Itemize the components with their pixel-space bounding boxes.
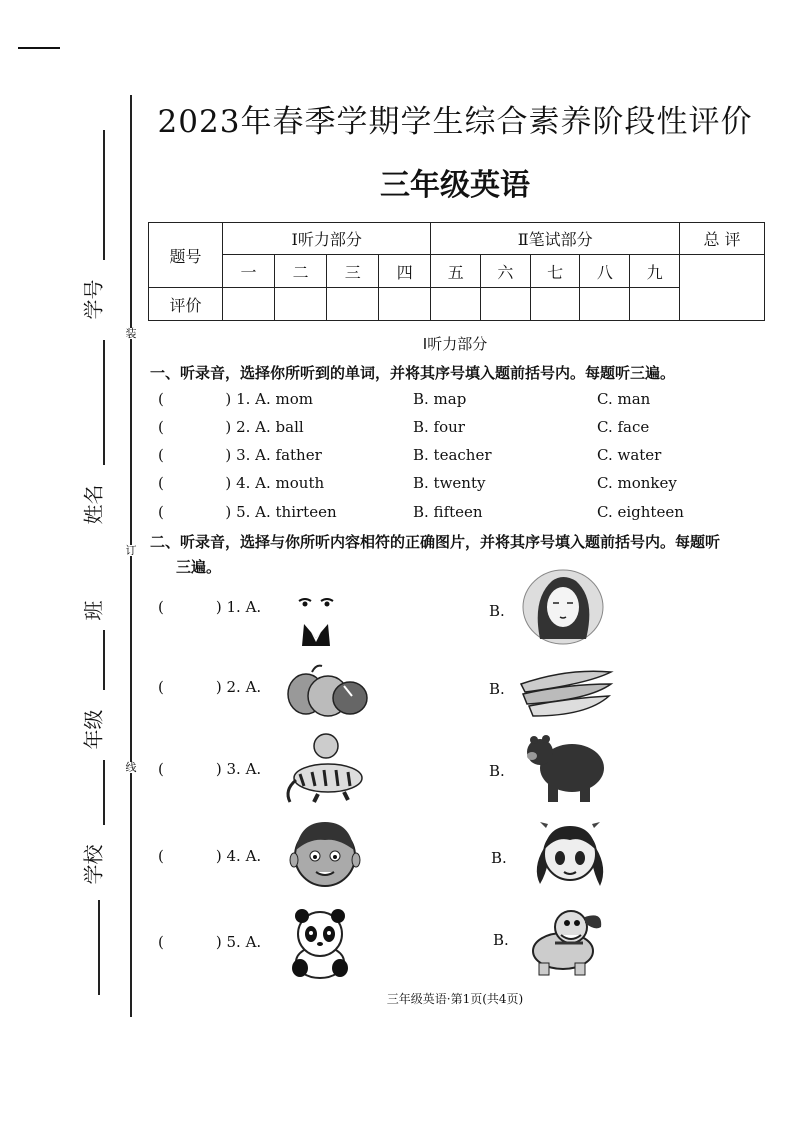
- option-b-label: B.: [489, 680, 505, 698]
- list-item: [158, 474, 324, 492]
- option-b: B. teacher: [413, 446, 492, 464]
- section-title: Ⅰ听力部分: [422, 335, 488, 353]
- answer-paren-close: ): [225, 418, 232, 436]
- zongping-cell[interactable]: [680, 255, 765, 321]
- item-number: 2.: [236, 418, 251, 436]
- option-c: C. eighteen: [597, 503, 684, 521]
- score-cell[interactable]: [481, 288, 531, 321]
- option-a: A. thirteen: [255, 503, 337, 521]
- item-number: 4.: [236, 474, 251, 492]
- ban-line: [103, 630, 105, 690]
- item-label: 4. A.: [226, 847, 262, 865]
- answer-paren-open[interactable]: (: [158, 474, 164, 492]
- answer-paren-open[interactable]: (: [158, 598, 164, 616]
- answer-paren-open[interactable]: (: [158, 678, 164, 696]
- num-cell: 二: [275, 255, 327, 288]
- num-cell: 八: [580, 255, 630, 288]
- answer-paren-open[interactable]: (: [158, 390, 164, 408]
- answer-paren-open[interactable]: (: [158, 847, 164, 865]
- list-item: [158, 418, 304, 436]
- score-cell[interactable]: [530, 288, 580, 321]
- option-b-label: B.: [493, 931, 509, 949]
- list-item: ( ) 2. A.: [158, 678, 262, 696]
- xuexiao-label: 学校: [81, 844, 106, 885]
- answer-paren-open[interactable]: (: [158, 933, 164, 951]
- zongping-header: 总 评: [680, 223, 765, 255]
- panda-picture: [284, 906, 356, 980]
- tiger-picture: [278, 732, 370, 804]
- num-cell: 七: [530, 255, 580, 288]
- answer-paren-open[interactable]: (: [158, 760, 164, 778]
- list-item: [158, 390, 313, 408]
- xuehao-label: 学号: [81, 279, 106, 320]
- option-b-label: B.: [489, 762, 505, 780]
- option-a: A. father: [255, 446, 322, 464]
- num-cell: 九: [630, 255, 680, 288]
- option-c: C. face: [597, 418, 650, 436]
- dog-picture: [519, 905, 607, 977]
- option-a: A. ball: [255, 418, 304, 436]
- q2-instruction-line1: 二、听录音，选择与你所听内容相符的正确图片，并将其序号填入题前括号内。每题听: [150, 533, 721, 551]
- xingming-label: 姓名: [81, 484, 106, 525]
- ban-label: 班: [81, 600, 106, 621]
- xuehao-line: [103, 130, 105, 260]
- list-item: ( ) 3. A.: [158, 760, 262, 778]
- pingjia-cell: 评价: [149, 288, 223, 321]
- list-item: [158, 446, 322, 464]
- item-number: 1.: [236, 390, 251, 408]
- exam-title: 2023年春季学期学生综合素养阶段性评价: [157, 104, 753, 140]
- option-b-label: B.: [489, 602, 505, 620]
- xuexiao-line: [98, 900, 100, 995]
- option-b: B. four: [413, 418, 465, 436]
- option-b: B. fifteen: [413, 503, 483, 521]
- answer-paren-close: ): [225, 474, 232, 492]
- item-label: 1. A.: [226, 598, 262, 616]
- pears-picture: [284, 660, 374, 718]
- answer-paren-close: ): [225, 446, 232, 464]
- binding-char-zhuang: 装: [125, 327, 137, 340]
- option-b-label: B.: [491, 849, 507, 867]
- boy-picture: [286, 816, 364, 894]
- answer-paren-close: ): [225, 503, 232, 521]
- num-cell: 四: [379, 255, 431, 288]
- score-cell[interactable]: [630, 288, 680, 321]
- option-a: A. mom: [255, 390, 314, 408]
- answer-paren-open[interactable]: (: [158, 418, 164, 436]
- corner-mark: [18, 47, 60, 49]
- xingming-line: [103, 340, 105, 465]
- answer-paren-open[interactable]: (: [158, 446, 164, 464]
- writing-header: Ⅱ笔试部分: [431, 223, 680, 255]
- listening-header: Ⅰ听力部分: [223, 223, 431, 255]
- tihao-cell: 题号: [149, 223, 223, 288]
- score-cell[interactable]: [580, 288, 630, 321]
- q2-instruction-line2: 三遍。: [176, 558, 222, 576]
- option-b: B. twenty: [413, 474, 486, 492]
- q1-instruction: 一、听录音，选择你所听到的单词，并将其序号填入题前括号内。每题听三遍。: [150, 364, 676, 382]
- answer-paren-open[interactable]: (: [158, 503, 164, 521]
- binding-char-ding: 订: [125, 544, 137, 557]
- score-cell[interactable]: [327, 288, 379, 321]
- nianji-label: 年级: [81, 709, 106, 750]
- bear-picture: [524, 730, 606, 804]
- option-a: A. mouth: [255, 474, 325, 492]
- option-c: C. monkey: [597, 474, 677, 492]
- eyes-mouth-picture: [296, 596, 338, 650]
- num-cell: 一: [223, 255, 275, 288]
- binding-char-xian: 线: [125, 761, 137, 774]
- item-label: 3. A.: [226, 760, 262, 778]
- item-number: 3.: [236, 446, 251, 464]
- num-cell: 五: [431, 255, 481, 288]
- nianji-line: [103, 760, 105, 825]
- score-cell[interactable]: [379, 288, 431, 321]
- list-item: ( ) 4. A.: [158, 847, 262, 865]
- item-number: 5.: [236, 503, 251, 521]
- option-c: C. man: [597, 390, 651, 408]
- score-cell[interactable]: [223, 288, 275, 321]
- option-c: C. water: [597, 446, 662, 464]
- score-cell[interactable]: [275, 288, 327, 321]
- item-label: 2. A.: [226, 678, 262, 696]
- list-item: [158, 503, 337, 521]
- option-b: B. map: [413, 390, 467, 408]
- list-item: ( ) 5. A.: [158, 933, 262, 951]
- num-cell: 三: [327, 255, 379, 288]
- score-cell[interactable]: [431, 288, 481, 321]
- score-table: [148, 222, 765, 321]
- list-item: ( ) 1. A.: [158, 598, 262, 616]
- bananas-picture: [517, 662, 617, 720]
- girl-picture: [528, 818, 612, 892]
- page-footer: 三年级英语·第1页(共4页): [386, 992, 524, 1006]
- item-label: 5. A.: [226, 933, 262, 951]
- answer-paren-close: ): [225, 390, 232, 408]
- exam-subtitle: 三年级英语: [380, 168, 530, 203]
- girl-face-picture: [522, 569, 604, 645]
- num-cell: 六: [481, 255, 531, 288]
